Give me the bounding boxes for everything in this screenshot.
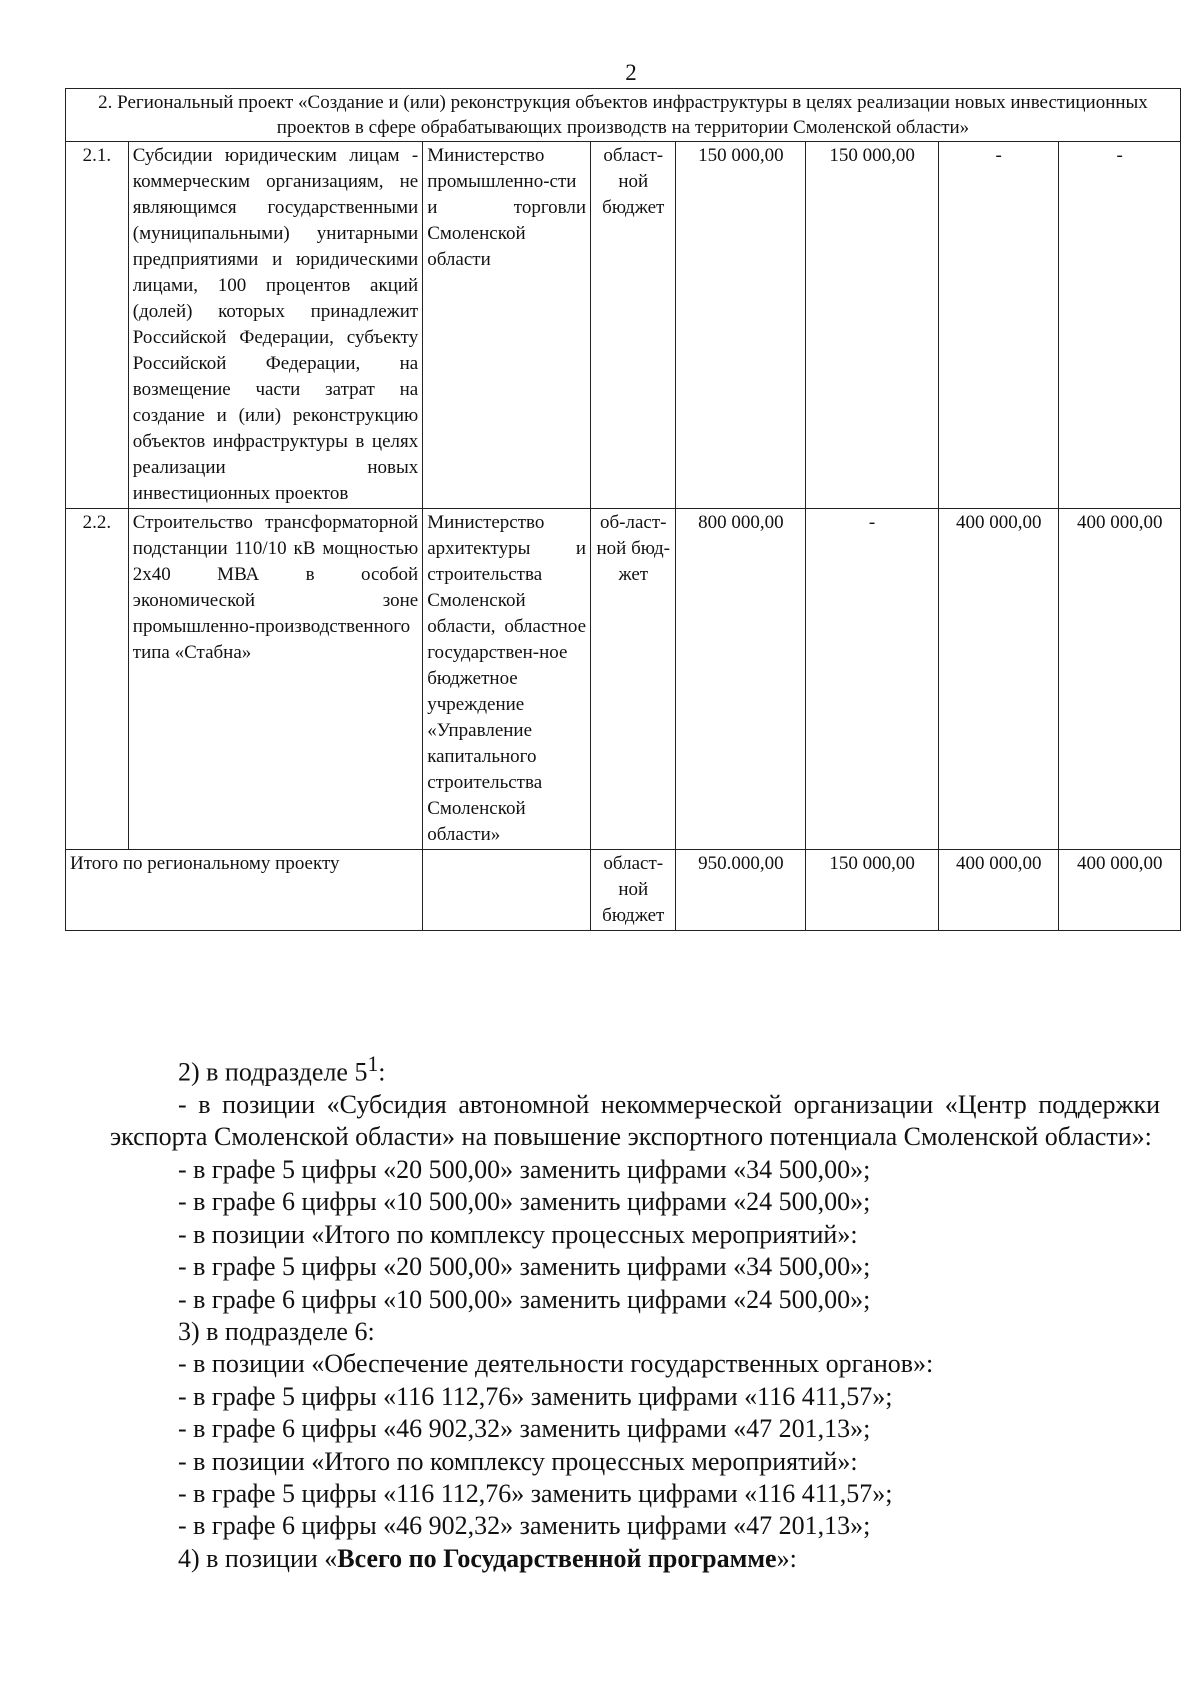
row-number: 2.1. — [66, 142, 129, 509]
total-label: Итого по региональному проекту — [66, 850, 423, 931]
amendment-line: - в графе 5 цифры «20 500,00» заменить цифрами «34 500,00»; — [178, 1252, 871, 1282]
total-year-1: 150 000,00 — [806, 850, 939, 931]
page-number: 2 — [625, 60, 637, 85]
amendment-line: - в позиции «Итого по комплексу процессных мероприятий»: — [178, 1219, 858, 1249]
total-amount: 950.000,00 — [676, 850, 806, 931]
measure-name: Строительство трансформаторной подстанции 110/10 кВ мощностью 2х40 МВА в особой экономической зоне промышленно-производственного типа «Стабна» — [128, 509, 422, 850]
amount-total: 150 000,00 — [676, 142, 806, 509]
section-header-row — [66, 89, 1181, 142]
total-year-3: 400 000,00 — [1059, 850, 1181, 931]
amendment-line: - в графе 6 цифры «10 500,00» заменить цифрами «24 500,00»; — [178, 1284, 871, 1314]
total-row — [66, 850, 1181, 931]
amendment-line: - в графе 5 цифры «116 112,76» заменить цифрами «116 411,57»; — [178, 1381, 893, 1411]
amount-year-1: 150 000,00 — [806, 142, 939, 509]
amendment-line: - в графе 6 цифры «46 902,32» заменить цифрами «47 201,13»; — [178, 1414, 871, 1444]
section-title: 2. Региональный проект «Создание и (или) реконструкция объектов инфраструктуры в целях реализации новых инвестиционных проектов в сфере обрабатывающих производств на территории Смоленской области» — [66, 89, 1181, 142]
amendment-line: - в позиции «Обеспечение деятельности государственных органов»: — [178, 1349, 934, 1379]
amendment-line: - в графе 6 цифры «46 902,32» заменить цифрами «47 201,13»; — [178, 1511, 871, 1541]
amount-year-3: - — [1059, 142, 1181, 509]
amount-year-2: - — [938, 142, 1058, 509]
executor: Министерство архитектуры и строительства Смоленской области, областное государствен-ное бюджетное учреждение «Управление капитального строительства Смоленской области» — [423, 509, 591, 850]
amount-total: 800 000,00 — [676, 509, 806, 850]
item-2-position: - в позиции «Субсидия автономной некоммерческой организации «Центр поддержки экспорта Смоленской области» на повышение экспортного потенциала Смоленской области»: — [110, 1090, 1160, 1152]
item-4-heading: 4) в позиции «Всего по Государственной программе»: — [178, 1543, 797, 1573]
budget-table — [65, 88, 1181, 931]
amendment-line: - в графе 6 цифры «10 500,00» заменить цифрами «24 500,00»; — [178, 1187, 871, 1217]
amendment-line: - в графе 5 цифры «116 112,76» заменить цифрами «116 411,57»; — [178, 1478, 893, 1508]
total-executor-empty — [423, 850, 591, 931]
amount-year-1: - — [806, 509, 939, 850]
total-funding-source: област-ной бюджет — [591, 850, 676, 931]
amendment-line: - в графе 5 цифры «20 500,00» заменить цифрами «34 500,00»; — [178, 1154, 871, 1184]
funding-source: област-ной бюджет — [591, 142, 676, 509]
row-number: 2.2. — [66, 509, 129, 850]
item-2-heading: 2) в подразделе $5^1$: — [178, 1052, 386, 1087]
amount-year-3: 400 000,00 — [1059, 509, 1181, 850]
funding-source: об-ласт-ной бюд-жет — [591, 509, 676, 850]
amendment-text — [110, 1048, 1160, 1575]
amendment-line: - в позиции «Итого по комплексу процессных мероприятий»: — [178, 1446, 858, 1476]
executor: Министерство промышленно-сти и торговли Смоленской области — [423, 142, 591, 509]
table-row — [66, 142, 1181, 509]
amount-year-2: 400 000,00 — [938, 509, 1058, 850]
table-row — [66, 509, 1181, 850]
measure-name: Субсидии юридическим лицам - коммерческим организациям, не являющимся государственными (муниципальными) унитарными предприятиями и юридическими лицами, 100 процентов акций (долей) которых принадлежит Российской Федерации, субъекту Российской Федерации, на возмещение части затрат на создание и (или) реконструкцию объектов инфраструктуры в целях реализации новых инвестиционных проектов — [128, 142, 422, 509]
total-year-2: 400 000,00 — [938, 850, 1058, 931]
item-3-heading: 3) в подразделе 6: — [178, 1316, 375, 1346]
